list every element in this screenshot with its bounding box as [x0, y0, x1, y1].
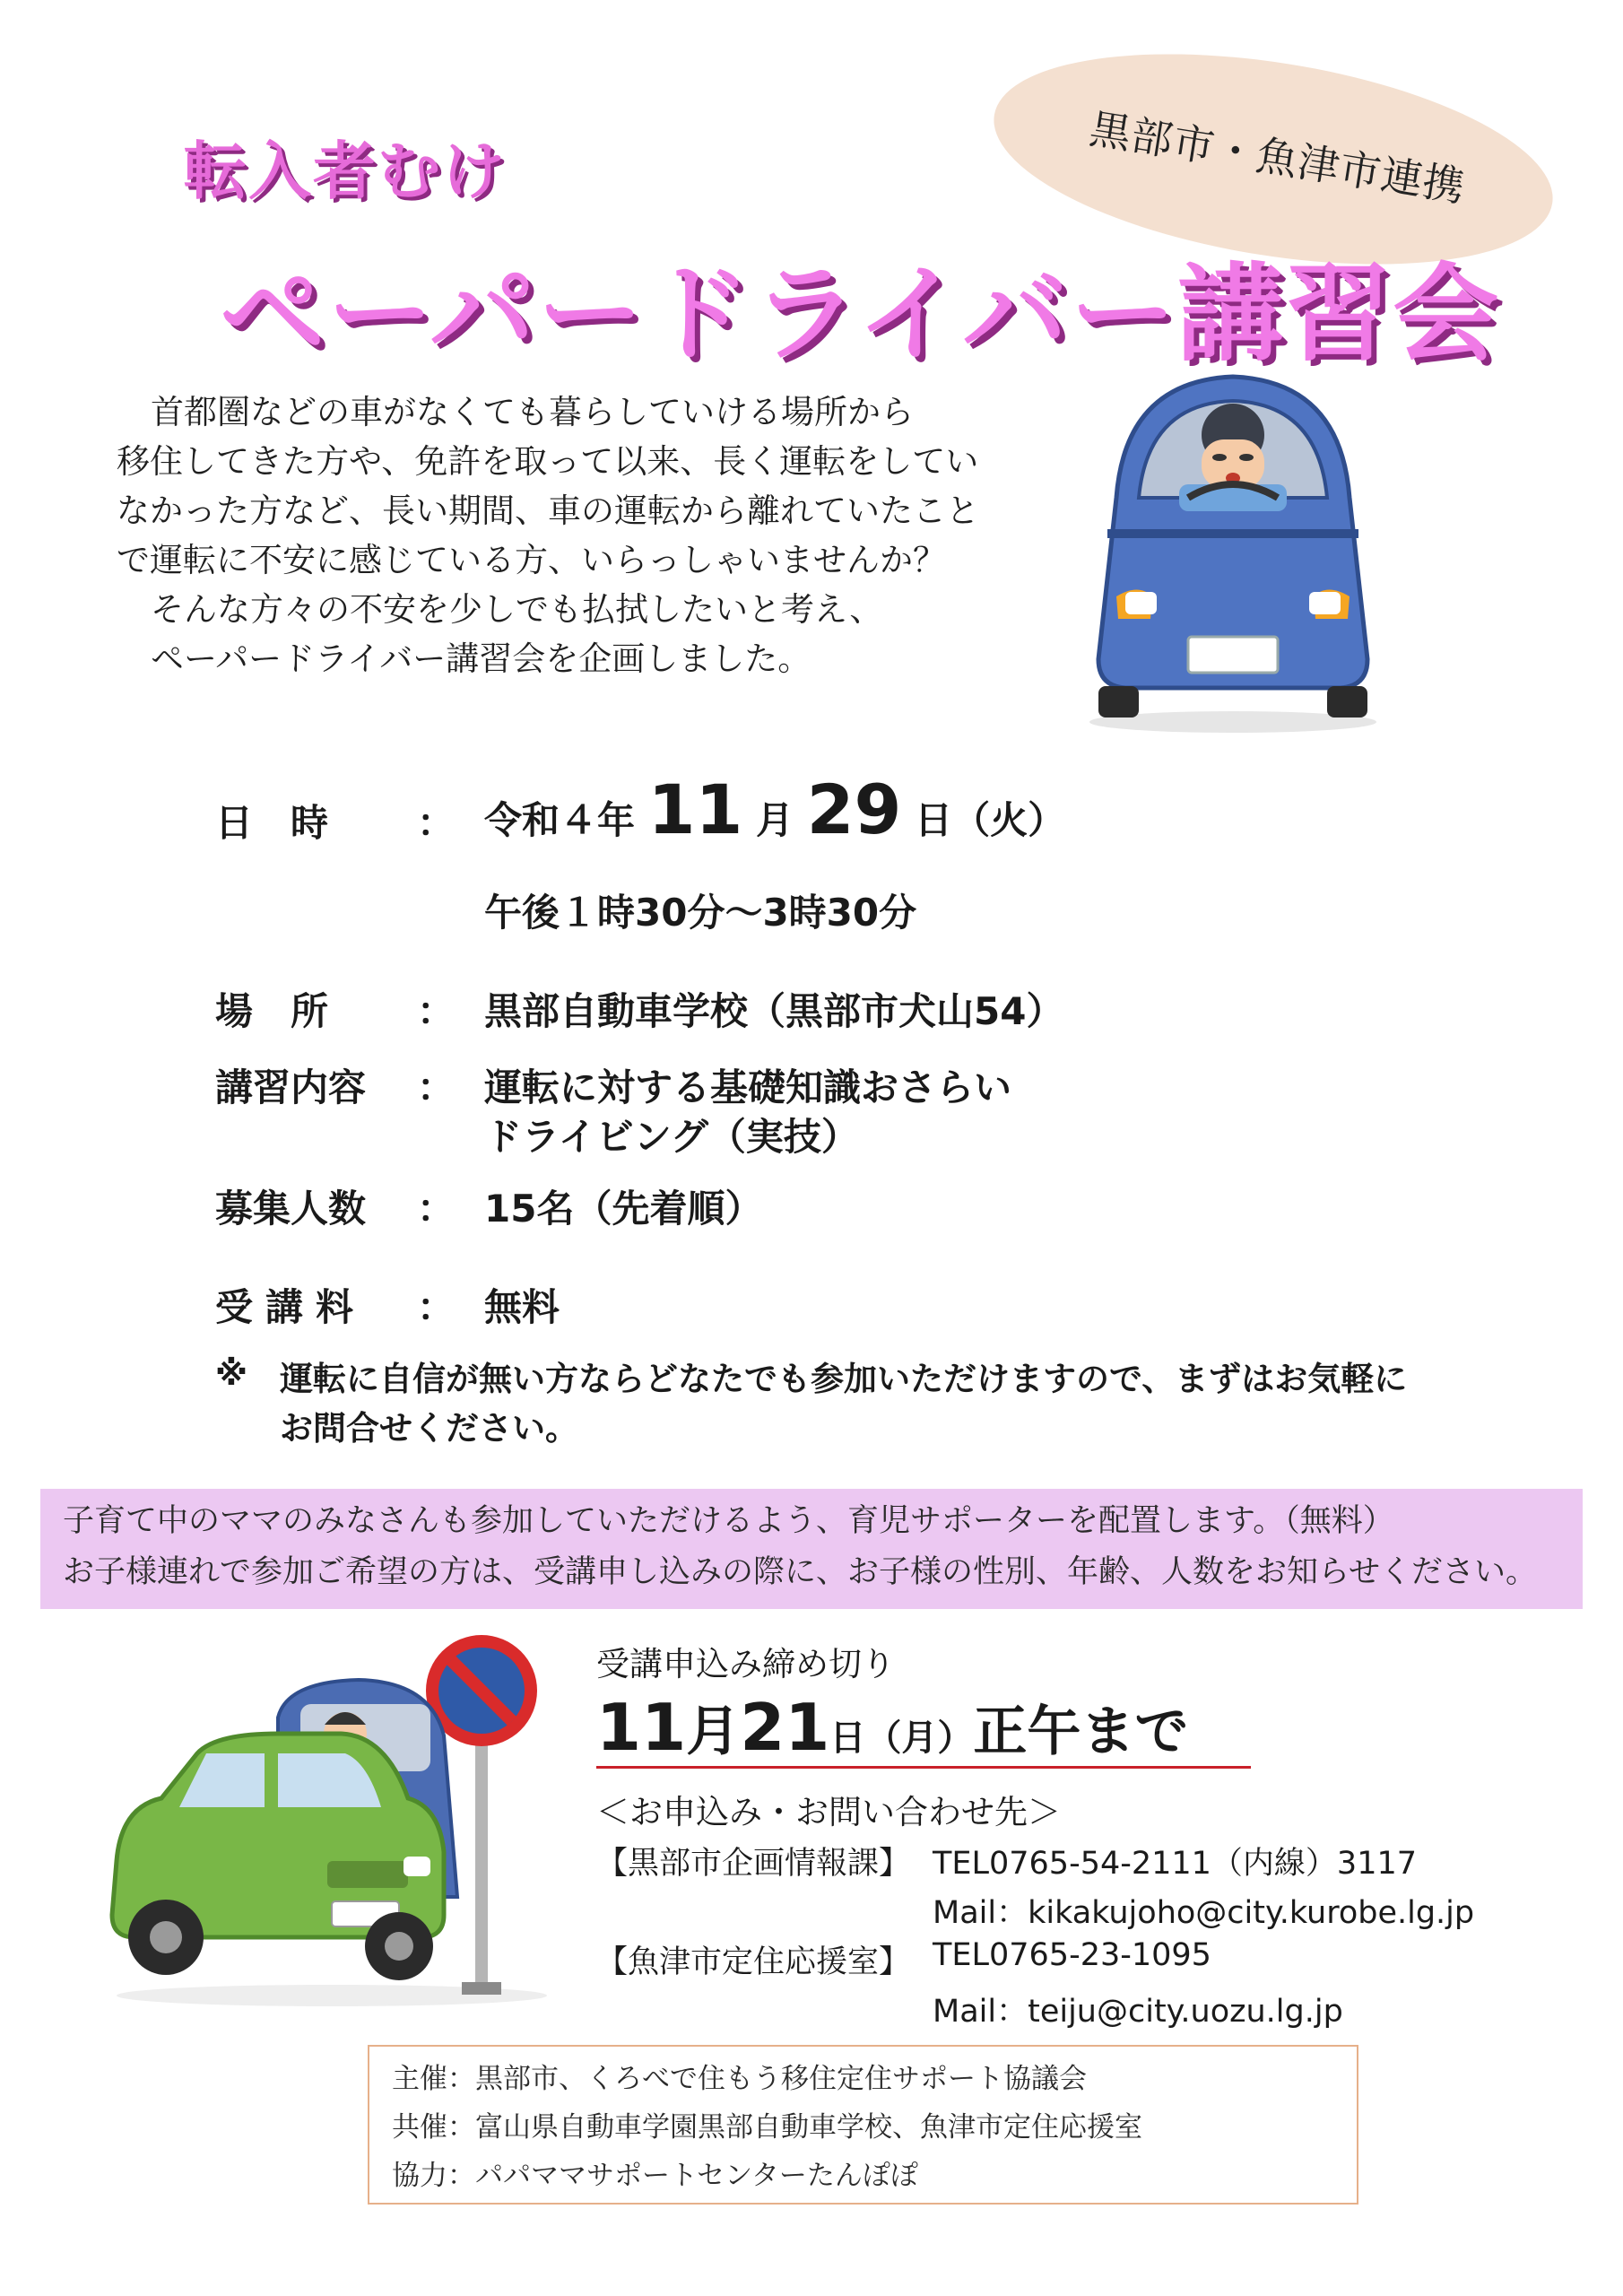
capacity-colon: ：	[417, 1187, 456, 1231]
content-value-line2: ドライビング（実技）	[484, 1115, 859, 1159]
childcare-line: 子育て中のママのみなさんも参加していただけるよう、育児サポーターを配置します。（無料）	[63, 1503, 1394, 1539]
cosponsor-line: 共催：富山県自動車学園黒部自動車学校、魚津市定住応援室	[392, 2111, 1142, 2144]
deadline-day-unit: 日（月）	[829, 1718, 974, 1759]
deadline-value	[596, 1689, 1188, 1766]
deadline-month-unit: 月	[686, 1700, 741, 1763]
deadline-time: 正午まで	[973, 1700, 1189, 1763]
place-value: 黒部自動車学校（黒部市犬山54）	[484, 989, 1064, 1033]
place-colon: ：	[417, 989, 456, 1033]
date-era: 令和４年	[484, 798, 636, 842]
intro-text	[117, 387, 977, 683]
content-value-line1: 運転に対する基礎知識おさらい	[484, 1065, 1012, 1109]
intro-line: 首都圏などの車がなくても暮らしていける場所から	[151, 393, 914, 431]
capacity-value: 15名（先着順）	[484, 1187, 763, 1231]
date-day: 29	[806, 770, 902, 849]
contact-org-kurobe: 【黒部市企画情報課】	[596, 1846, 911, 1882]
page-subtitle: 転入者むけ	[184, 135, 507, 208]
content-label: 講習内容	[215, 1065, 367, 1109]
childcare-line: お子様連れで参加ご希望の方は、受講申し込みの際に、お子様の性別、年齢、人数をお知らせください。	[63, 1554, 1537, 1590]
note-text	[280, 1354, 1407, 1453]
date-month: 11	[647, 770, 743, 849]
childcare-text	[63, 1496, 1537, 1598]
header-badge-text: 黒部市・魚津市連携	[1086, 104, 1469, 212]
intro-line: で運転に不安に感じている方、いらっしゃいませんか？	[117, 541, 946, 579]
contact-mail-kurobe[interactable]: Mail：kikakujoho@city.kurobe.lg.jp	[933, 1895, 1475, 1931]
date-value	[484, 770, 1065, 849]
intro-line: ペーパードライバー講習会を企画しました。	[151, 639, 812, 678]
fee-label: 受講料	[215, 1285, 367, 1329]
note-line: お問合せください。	[280, 1409, 578, 1448]
deadline-underline	[596, 1766, 1251, 1769]
place-label: 場 所	[215, 989, 329, 1033]
contact-org-uozu: 【魚津市定住応援室】	[596, 1944, 911, 1980]
note-mark: ※	[215, 1354, 247, 1393]
organizer-line: 主催：黒部市、くろべで住もう移住定住サポート協議会	[392, 2063, 1087, 2095]
nervous-driver-car-illustration	[1054, 363, 1412, 740]
date-time: 午後１時30分～3時30分	[484, 891, 917, 935]
capacity-label: 募集人数	[215, 1187, 367, 1231]
cars-and-no-parking-sign-illustration	[99, 1628, 565, 2013]
contact-tel-uozu[interactable]: TEL0765-23-1095	[933, 1937, 1211, 1973]
fee-colon: ：	[417, 1285, 456, 1329]
date-day-unit: 日（火）	[915, 798, 1066, 842]
intro-line: そんな方々の不安を少しでも払拭したいと考え、	[151, 590, 883, 629]
page-title: ペーパードライバー講習会	[220, 252, 1501, 376]
contact-heading: ＜お申込み・お問い合わせ先＞	[596, 1793, 1061, 1831]
cooperation-line: 協力：パパママサポートセンターたんぽぽ	[392, 2160, 918, 2192]
date-label: 日 時	[215, 801, 329, 845]
sponsor-text	[392, 2055, 1142, 2200]
date-colon: ：	[417, 801, 456, 845]
contact-tel-kurobe[interactable]: TEL0765-54-2111（内線）3117	[933, 1846, 1418, 1882]
date-month-unit: 月	[756, 798, 794, 842]
note-line: 運転に自信が無い方ならどなたでも参加いただけますので、まずはお気軽に	[280, 1360, 1408, 1398]
deadline-label: 受講申込み締め切り	[596, 1645, 895, 1683]
fee-value: 無料	[484, 1285, 560, 1329]
contact-mail-uozu[interactable]: Mail：teiju@city.uozu.lg.jp	[933, 1994, 1343, 2030]
deadline-month: 11	[596, 1690, 687, 1765]
deadline-day: 21	[740, 1690, 830, 1765]
intro-line: なかった方など、長い期間、車の運転から離れていたこと	[117, 491, 979, 530]
intro-line: 移住してきた方や、免許を取って以来、長く運転をしてい	[117, 442, 979, 481]
content-colon: ：	[417, 1065, 456, 1109]
